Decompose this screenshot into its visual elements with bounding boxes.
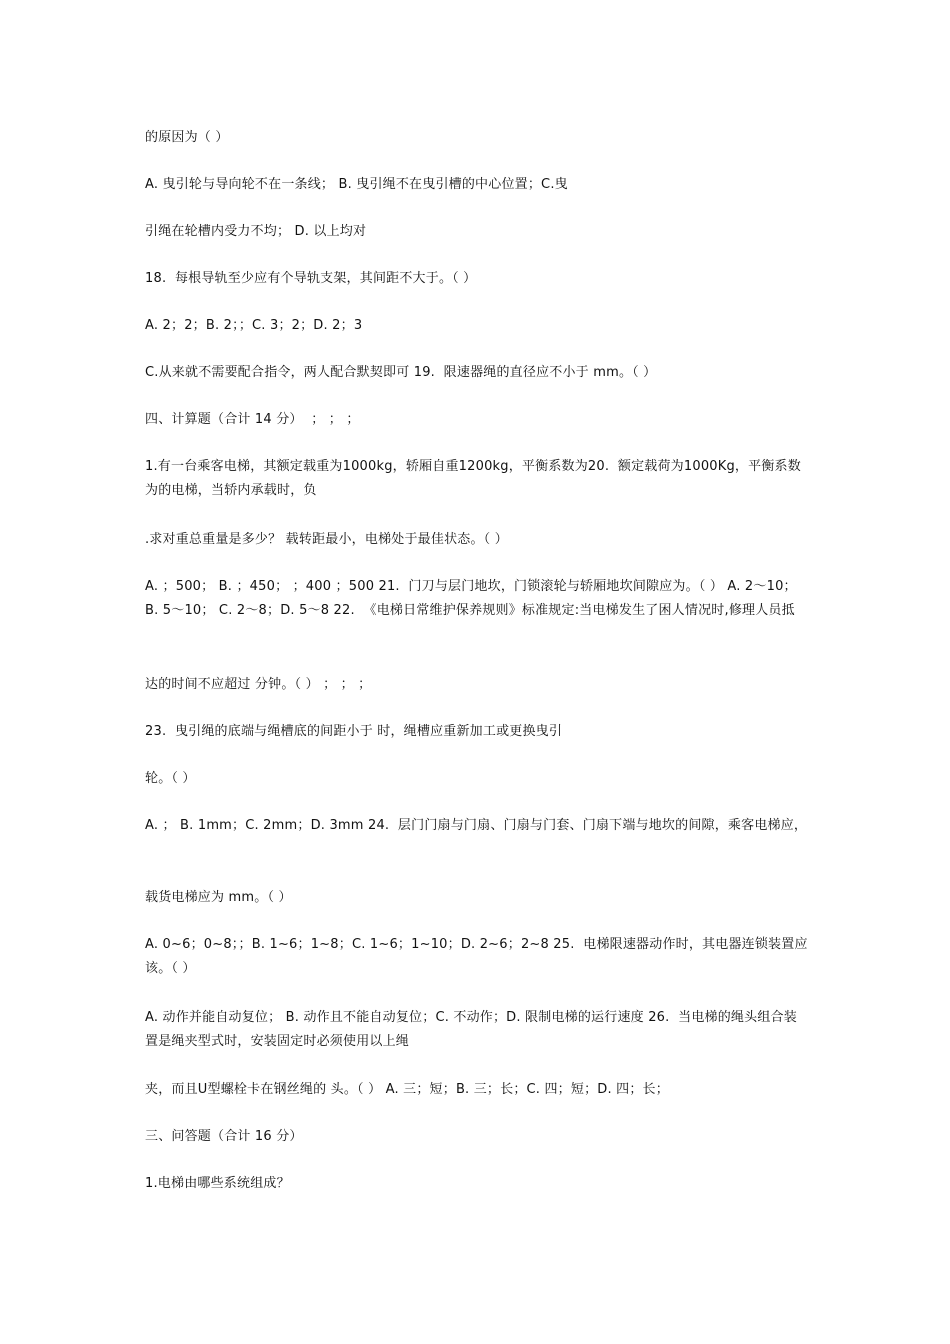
text-line-9: .求对重总重量是多少？ 载转距最小，电梯处于最佳状态。（ ） — [145, 532, 508, 547]
text-line-5: A. 2；2；B. 2；；C. 3；2；D. 2；3 — [145, 318, 363, 333]
text-line-8: 1.有一台乘客电梯，其额定载重为1000kg，轿厢自重1200kg，平衡系数为20. 额定载荷为1000Kg，平衡系数为的电梯，当轿内承载时，负 — [145, 459, 801, 498]
text-line-4: 18. 每根导轨至少应有个导轨支架，其间距不大于。（ ） — [145, 271, 477, 286]
text-line-3: 引绳在轮槽内受力不均； D. 以上均对 — [145, 224, 367, 239]
text-line-6: C.从来就不需要配合指令，两人配合默契即可 19. 限速器绳的直径应不小于 mm。（ ） — [145, 365, 657, 380]
text-line-13: 轮。（ ） — [145, 771, 196, 786]
text-line-15: 载货电梯应为 mm。（ ） — [145, 890, 292, 905]
text-line-10: A. ；500； B. ；450； ；400 ；500 21. 门刀与层门地坎，门锁滚轮与轿厢地坎间隙应为。（ ） A. 2～10； B. 5～10； C. 2～8；D. 5～8 22. 《电梯日常维护保养规则》标准规定:当电梯发生了困人情况时,修理人员抵 — [145, 579, 802, 618]
section-heading-qa: 三、问答题（合计 16 分） — [145, 1129, 303, 1144]
text-line-1: 的原因为（ ） — [145, 130, 229, 145]
text-line-17: A. 动作并能自动复位； B. 动作且不能自动复位；C. 不动作；D. 限制电梯的运行速度 26. 当电梯的绳头组合装置是绳夹型式时，安装固定时必须使用以上绳 — [145, 1010, 797, 1049]
text-line-11: 达的时间不应超过 分钟。（ ） ； ； ； — [145, 677, 372, 692]
text-line-20: 1.电梯由哪些系统组成？ — [145, 1176, 290, 1191]
text-line-16: A. 0~6；0~8；；B. 1~6；1~8；C. 1~6；1~10；D. 2~6；2~8 25. 电梯限速器动作时，其电器连锁装置应该。（ ） — [145, 937, 808, 976]
text-line-18: 夹，而且U型螺栓卡在钢丝绳的 头。（ ） A. 三；短；B. 三；长；C. 四；短；D. 四；长； — [145, 1082, 669, 1097]
text-line-14: A. ； B. 1mm；C. 2mm；D. 3mm 24. 层门门扇与门扇、门扇与门套、门扇下端与地坎的间隙，乘客电梯应， — [145, 818, 808, 833]
section-heading-calculation: 四、计算题（合计 14 分） ； ； ； — [145, 412, 360, 427]
text-line-12: 23. 曳引绳的底端与绳槽底的间距小于 时，绳槽应重新加工或更换曳引 — [145, 724, 563, 739]
text-line-2: A. 曳引轮与导向轮不在一条线； B. 曳引绳不在曳引槽的中心位置；C.曳 — [145, 177, 568, 192]
